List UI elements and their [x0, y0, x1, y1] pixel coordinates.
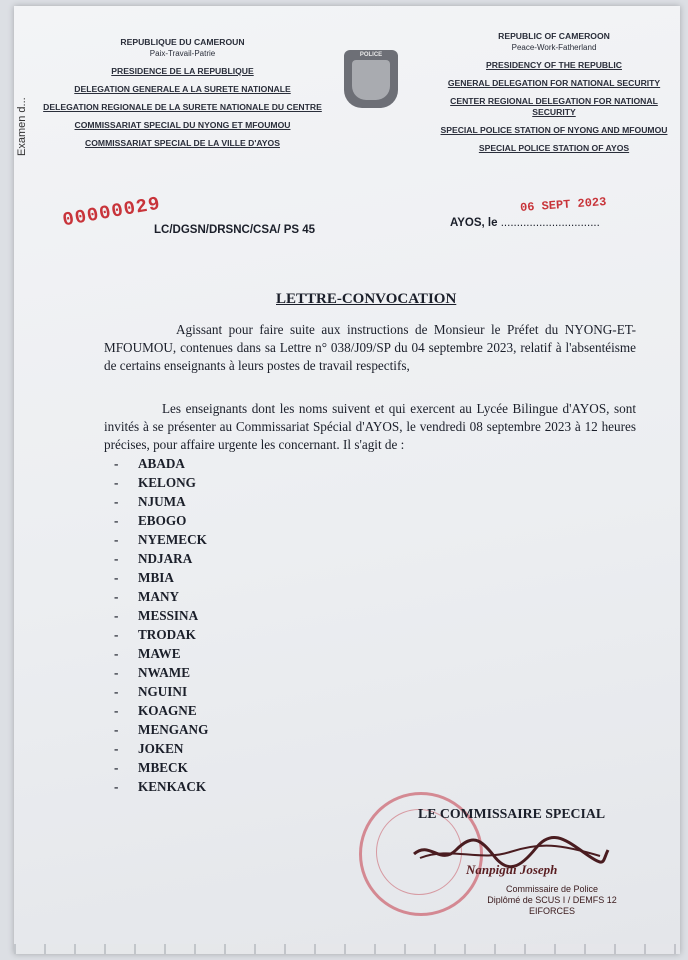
name-list-item	[114, 703, 208, 722]
header-english	[434, 31, 674, 161]
teacher-name: NYEMECK	[138, 532, 207, 547]
teacher-name: MENGANG	[138, 722, 209, 737]
bullet-dash: -	[114, 684, 119, 699]
signatory-name: Nanpigui Joseph	[466, 862, 558, 877]
regional-delegation-fr: DELEGATION REGIONALE DE LA SURETE NATIONALE DU CENTRE	[43, 102, 322, 112]
teacher-name: MBIA	[138, 570, 174, 585]
general-delegation-en: GENERAL DELEGATION FOR NATIONAL SECURITY	[447, 78, 661, 88]
city-station-fr: COMMISSARIAT SPECIAL DE LA VILLE D'AYOS	[85, 138, 280, 148]
name-list-item	[114, 684, 208, 703]
name-list-item	[114, 627, 208, 646]
name-list-item	[114, 513, 208, 532]
name-list-item	[114, 570, 208, 589]
bullet-dash: -	[114, 589, 119, 604]
bullet-dash: -	[114, 608, 119, 623]
teacher-name: KENKACK	[138, 779, 207, 794]
header-french	[40, 37, 325, 156]
teacher-name: MESSINA	[138, 608, 199, 623]
bullet-dash: -	[114, 570, 119, 585]
teacher-name: MANY	[138, 589, 180, 604]
teacher-name: NWAME	[138, 665, 191, 680]
bullet-dash: -	[114, 760, 119, 775]
bullet-dash: -	[114, 532, 119, 547]
name-list-item	[114, 665, 208, 684]
teacher-name: KELONG	[138, 475, 196, 490]
signatory-diploma: Diplômé de SCUS I / DEMFS 12	[487, 895, 617, 905]
signatory-unit: EIFORCES	[528, 906, 575, 916]
teacher-name: ABADA	[138, 456, 185, 471]
name-list-item	[114, 741, 208, 760]
country-fr: REPUBLIQUE DU CAMEROUN	[120, 37, 245, 47]
signatory-rank: Commissaire de Police	[505, 884, 599, 894]
presidency-fr: PRESIDENCE DE LA REPUBLIQUE	[111, 66, 254, 76]
reference-code: LC/DGSN/DRSNC/CSA/ PS 45	[154, 224, 316, 236]
name-list-item	[114, 456, 208, 475]
teacher-name: MAWE	[138, 646, 181, 661]
name-list-item	[114, 532, 208, 551]
name-list-item	[114, 475, 208, 494]
general-delegation-fr: DELEGATION GENERALE A LA SURETE NATIONALE	[74, 84, 291, 94]
bottom-edge	[14, 944, 680, 954]
bullet-dash: -	[114, 665, 119, 680]
city-station-en: SPECIAL POLICE STATION OF AYOS	[478, 143, 630, 153]
name-list-item	[114, 760, 208, 779]
bullet-dash: -	[114, 779, 119, 794]
bullet-dash: -	[114, 646, 119, 661]
teacher-name: NDJARA	[138, 551, 193, 566]
bullet-dash: -	[114, 551, 119, 566]
teacher-name: KOAGNE	[138, 703, 197, 718]
bullet-dash: -	[114, 741, 119, 756]
teacher-name: JOKEN	[138, 741, 184, 756]
motto-fr: Paix-Travail-Patrie	[149, 49, 216, 58]
stamped-date: 06 SEPT 2023	[519, 195, 607, 215]
letter-title: LETTRE-CONVOCATION	[276, 291, 457, 307]
paragraph-instructions: Agissant pour faire suite aux instructions de Monsieur le Préfet du NYONG-ET-MFOUMOU, contenues dans sa Lettre n° 038/J09/SP du 04 septembre 2023, relatif à l'absentéisme de certains enseignants à leurs postes de travail respectifs,	[104, 322, 636, 373]
date-dots: ...............................	[500, 217, 600, 229]
special-station-en: SPECIAL POLICE STATION OF NYONG AND MFOUMOU	[440, 125, 668, 135]
name-list-item	[114, 722, 208, 741]
country-en: REPUBLIC OF CAMEROON	[498, 31, 610, 41]
name-list-item	[114, 494, 208, 513]
name-list-item	[114, 646, 208, 665]
place-date-line	[450, 217, 600, 229]
teacher-name: NGUINI	[138, 684, 188, 699]
name-list-item	[114, 608, 208, 627]
stamped-number: 00000029	[60, 192, 163, 232]
bullet-dash: -	[114, 494, 119, 509]
names-list	[114, 456, 208, 798]
name-list-item	[114, 551, 208, 570]
bullet-dash: -	[114, 722, 119, 737]
teacher-name: NJUMA	[138, 494, 186, 509]
emblem-text: POLICE	[359, 52, 383, 58]
presidency-en: PRESIDENCY OF THE REPUBLIC	[486, 60, 622, 70]
place-label: AYOS, le	[450, 217, 498, 229]
bullet-dash: -	[114, 627, 119, 642]
name-list-item	[114, 589, 208, 608]
paragraph-summons: Les enseignants dont les noms suivent et qui exercent au Lycée Bilingue d'AYOS, sont invités à se présenter au Commissariat Spécial d'AYOS, le vendredi 08 septembre 2023 à 12 heures précises, pour affaire urgente les concernant. Il s'agit de :	[104, 401, 636, 452]
bullet-dash: -	[114, 703, 119, 718]
special-station-fr: COMMISSARIAT SPECIAL DU NYONG ET MFOUMOU	[74, 120, 291, 130]
police-emblem	[344, 50, 398, 108]
teacher-name: MBECK	[138, 760, 188, 775]
regional-delegation-en: CENTER REGIONAL DELEGATION FOR NATIONAL SECURITY	[450, 96, 658, 117]
bullet-dash: -	[114, 456, 119, 471]
name-list-item	[114, 779, 208, 798]
side-note: Examen d...	[16, 97, 28, 156]
bullet-dash: -	[114, 475, 119, 490]
teacher-name: EBOGO	[138, 513, 187, 528]
signature-title: LE COMMISSAIRE SPECIAL	[418, 806, 606, 821]
teacher-name: TRODAK	[138, 627, 196, 642]
signatory-details	[482, 884, 622, 917]
bullet-dash: -	[114, 513, 119, 528]
motto-en: Peace-Work-Fatherland	[511, 43, 597, 52]
document-sheet	[14, 6, 680, 954]
